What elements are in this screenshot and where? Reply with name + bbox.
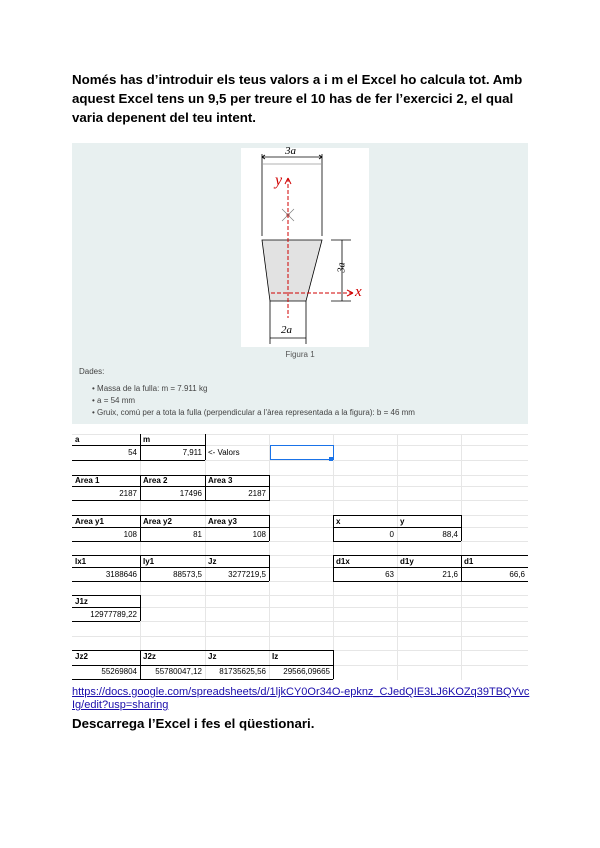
cell-d1-label[interactable]: d1 [464,557,474,566]
cross-section-diagram [241,148,369,347]
cell-area3-label[interactable]: Area 3 [208,476,233,485]
cell-jz-label[interactable]: Jz [208,557,217,566]
cell-jz2-label[interactable]: Jz2 [75,652,88,661]
cell-area3-value[interactable]: 2187 [248,489,266,498]
cell-jz2-value[interactable]: 55269804 [101,667,137,676]
cell-y-value[interactable]: 88,4 [442,530,458,539]
cell-area1-label[interactable]: Area 1 [75,476,100,485]
axis-y-label: y [275,172,283,189]
cell-area2-value[interactable]: 17496 [179,489,202,498]
figure-caption: Figura 1 [285,350,315,359]
list-item: • Gruix, comú per a tota la fulla (perpendicular a l'àrea representada a la figura): b = 46 mm [92,407,415,419]
section-drawing [241,145,369,347]
cell-iy1-value[interactable]: 88573,5 [173,570,202,579]
cell-x-value[interactable]: 0 [389,530,394,539]
cell-jz-total-value[interactable]: 81735625,56 [219,667,266,676]
cell-a-value[interactable]: 54 [128,448,137,457]
cell-ay3-label[interactable]: Area y3 [208,517,237,526]
cell-d1x-value[interactable]: 63 [385,570,394,579]
figure-screenshot [72,143,528,424]
cell-jz1-value[interactable]: 3277219,5 [228,570,266,579]
cell-x-label[interactable]: x [336,517,341,526]
cell-area2-label[interactable]: Area 2 [143,476,168,485]
cell-d1y-value[interactable]: 21,6 [442,570,458,579]
intro-paragraph: Només has d’introduir els teus valors a i m el Excel ho calcula tot. Amb aquest Excel tens un 9,5 per treure el 10 has de fer l’exercici 2, el qual varia depenent del teu intent. [72,72,523,125]
cell-m-label[interactable]: m [143,435,151,444]
cell-iz-label[interactable]: Iz [272,652,279,661]
dim-top-label: 3a [285,145,296,157]
cell-y-label[interactable]: y [400,517,405,526]
cell-valors-note[interactable]: <- Valors [208,448,240,457]
dim-side-label: 3a [336,262,348,273]
cell-jz-total-label[interactable]: Jz [208,652,217,661]
cell-ix1-value[interactable]: 3188646 [105,570,137,579]
cell-ay1-value[interactable]: 108 [123,530,137,539]
download-instruction: Descarrega l’Excel i fes el qüestionari. [72,716,315,731]
cell-d1x-label[interactable]: d1x [336,557,350,566]
spreadsheet-link[interactable]: https://docs.google.com/spreadsheets/d/1ljkCY0Or34O-epknz_CJedQIE3LJ6KOZq39TBQYvcIg/edit?usp=sharing [72,686,530,711]
spreadsheet[interactable] [72,434,528,680]
dades-label: Dades: [79,367,105,376]
selected-cell[interactable] [270,445,334,460]
cell-d1y-label[interactable]: d1y [400,557,414,566]
list-item: • a = 54 mm [92,395,415,407]
cell-iz-value[interactable]: 29566,09665 [283,667,330,676]
cell-a-label[interactable]: a [75,435,80,444]
cell-j1z-label[interactable]: J1z [75,597,88,606]
cell-iy1-label[interactable]: Iy1 [143,557,155,566]
list-item: • Massa de la fulla: m = 7.911 kg [92,383,415,395]
cell-ay3-value[interactable]: 108 [252,530,266,539]
cell-j1z-value[interactable]: 12977789,22 [90,610,137,619]
cell-d1-value[interactable]: 66,6 [509,570,525,579]
dades-list [92,383,415,419]
fill-handle[interactable] [329,457,333,461]
dim-bottom-label: 2a [281,324,292,336]
cell-ay2-label[interactable]: Area y2 [143,517,172,526]
cell-j2z-label[interactable]: J2z [143,652,156,661]
cell-j2z-value[interactable]: 55780047,12 [155,667,202,676]
cell-ix1-label[interactable]: Ix1 [75,557,87,566]
cell-area1-value[interactable]: 2187 [119,489,137,498]
cell-m-value[interactable]: 7,911 [182,448,202,457]
cell-ay1-label[interactable]: Area y1 [75,517,104,526]
axis-x-label: x [355,284,362,300]
cell-ay2-value[interactable]: 81 [193,530,202,539]
